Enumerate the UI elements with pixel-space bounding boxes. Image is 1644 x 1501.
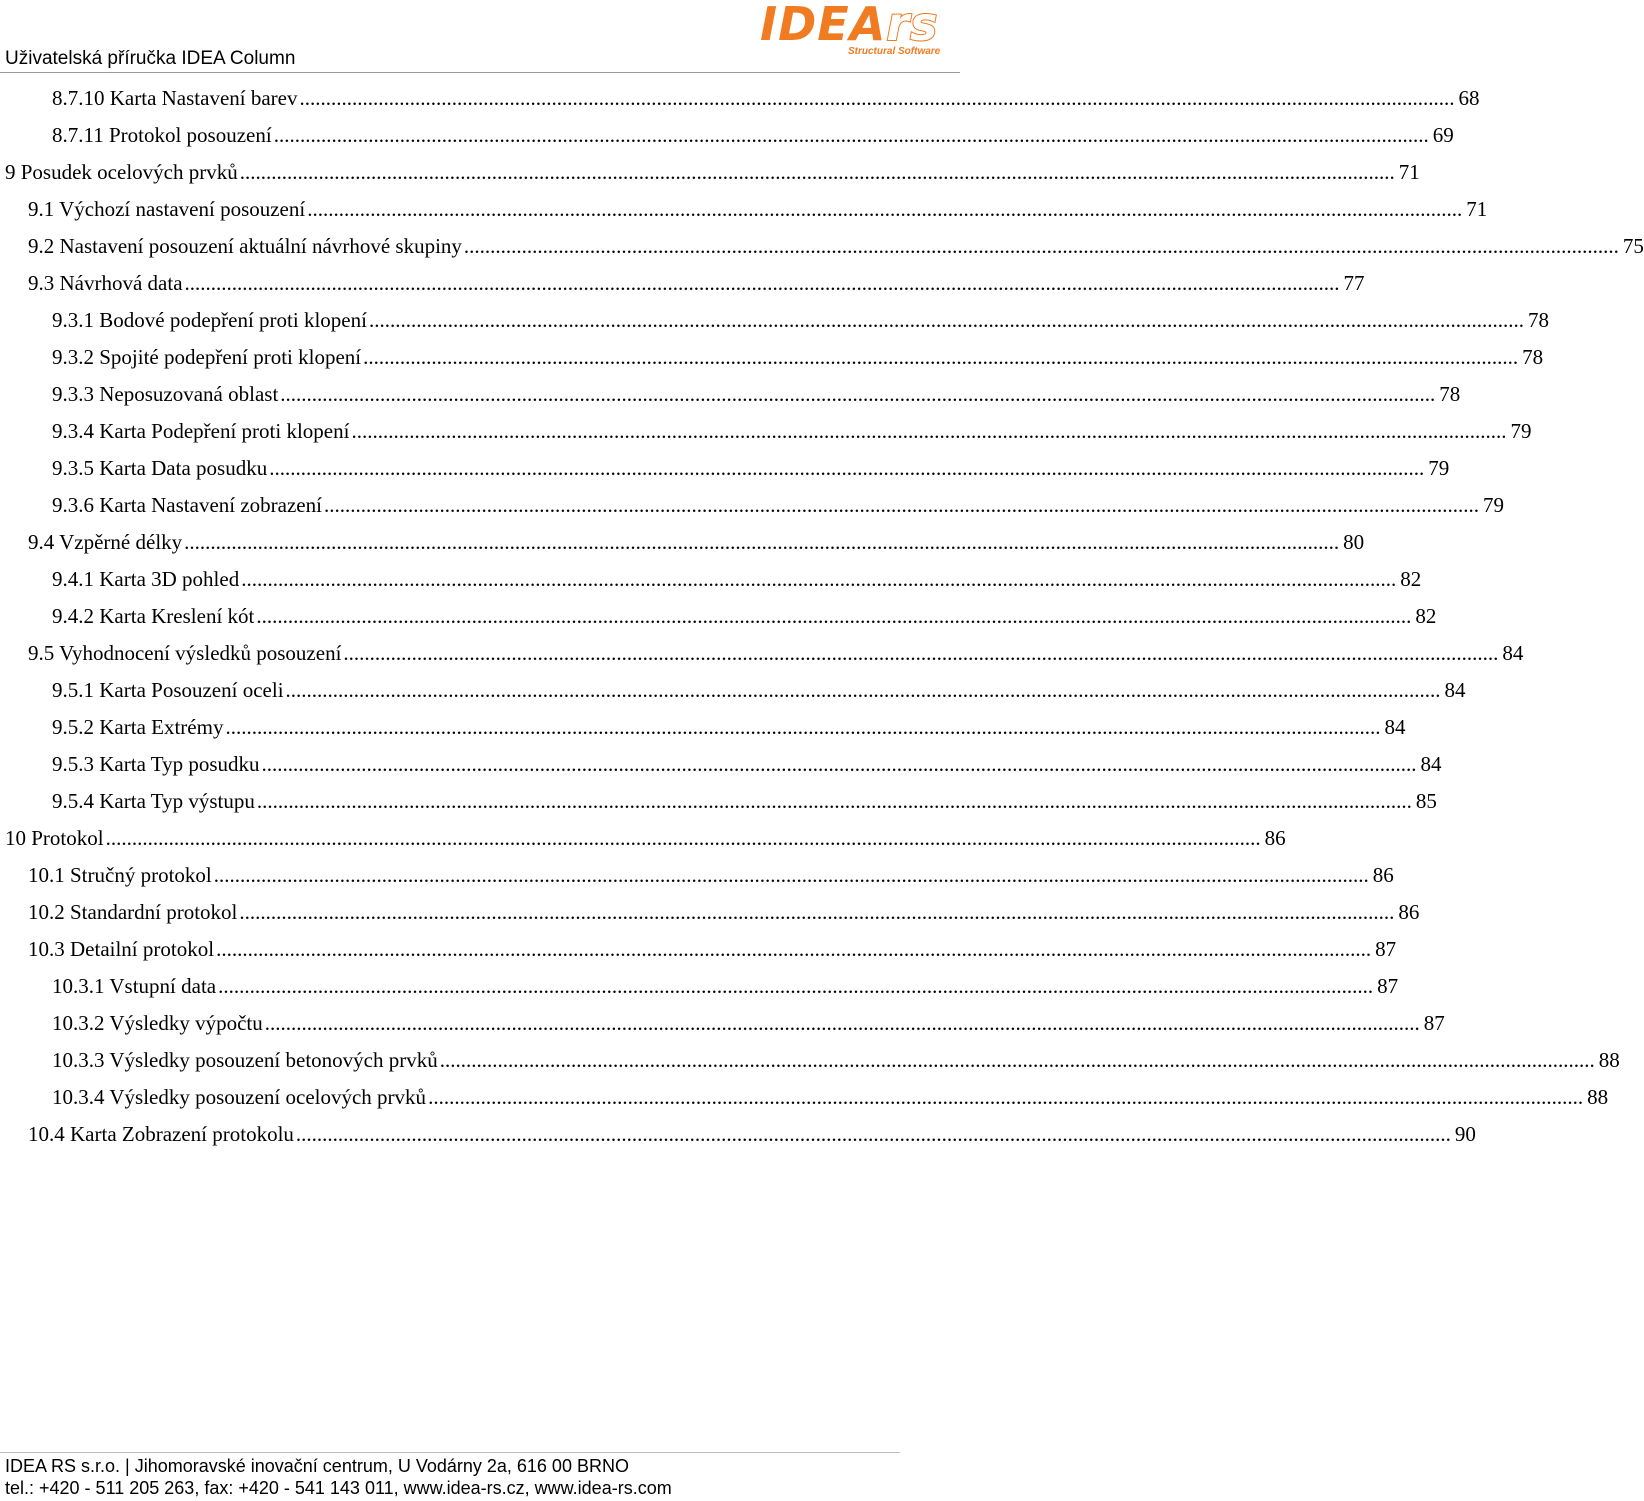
toc-entry-page: 71 — [1398, 160, 1420, 184]
toc-entry-title: 8.7.10 Karta Nastavení barev — [52, 86, 298, 110]
page-header — [0, 0, 960, 75]
toc-entry[interactable] — [52, 598, 1437, 635]
toc-entry-page: 86 — [1264, 826, 1286, 850]
toc-entry-page: 87 — [1423, 1011, 1445, 1035]
toc-entry[interactable] — [52, 1042, 1620, 1079]
toc-entry[interactable] — [28, 191, 1488, 228]
toc-dot-leader: ............................................................................................................................................................................................................................ — [439, 1048, 1595, 1072]
toc-entry-title: 10.3.3 Výsledky posouzení betonových prvků — [52, 1048, 438, 1072]
toc-entry[interactable] — [52, 487, 1504, 524]
toc-dot-leader: ............................................................................................................................................................................................................................ — [213, 863, 1369, 887]
toc-entry-page: 84 — [1384, 715, 1406, 739]
toc-entry-page: 86 — [1372, 863, 1394, 887]
toc-entry-title: 9.5.1 Karta Posouzení oceli — [52, 678, 284, 702]
toc-dot-leader: ............................................................................................................................................................................................................................ — [428, 1085, 1584, 1109]
toc-dot-leader: ............................................................................................................................................................................................................................ — [239, 900, 1395, 924]
toc-dot-leader: ............................................................................................................................................................................................................................ — [225, 715, 1381, 739]
toc-entry[interactable] — [28, 524, 1365, 561]
toc-entry-page: 84 — [1502, 641, 1524, 665]
toc-entry-title: 9.4.2 Karta Kreslení kót — [52, 604, 255, 628]
toc-entry[interactable] — [52, 117, 1454, 154]
toc-entry-title: 10.3.4 Výsledky posouzení ocelových prvků — [52, 1085, 427, 1109]
footer-contacts: tel.: +420 - 511 205 263, fax: +420 - 541 143 011, www.idea-rs.cz, www.idea-rs.com — [5, 1478, 672, 1498]
toc-entry[interactable] — [52, 746, 1442, 783]
toc-entry-title: 10.4 Karta Zobrazení protokolu — [28, 1122, 294, 1146]
toc-dot-leader: ............................................................................................................................................................................................................................ — [184, 530, 1340, 554]
toc-entry[interactable] — [52, 1079, 1609, 1116]
header-divider — [0, 72, 960, 73]
toc-dot-leader: ............................................................................................................................................................................................................................ — [218, 974, 1374, 998]
toc-entry-page: 80 — [1343, 530, 1365, 554]
toc-entry-page: 85 — [1415, 789, 1437, 813]
toc-entry-page: 78 — [1439, 382, 1461, 406]
toc-entry-title: 9.3.4 Karta Podepření proti klopení — [52, 419, 350, 443]
toc-dot-leader: ............................................................................................................................................................................................................................ — [299, 86, 1455, 110]
toc-entry-page: 90 — [1454, 1122, 1476, 1146]
toc-entry[interactable] — [52, 672, 1466, 709]
toc-entry-page: 84 — [1420, 752, 1442, 776]
toc-entry-page: 68 — [1458, 86, 1480, 110]
toc-entry[interactable] — [52, 968, 1399, 1005]
toc-entry[interactable] — [52, 339, 1544, 376]
toc-entry-title: 10.1 Stručný protokol — [28, 863, 212, 887]
toc-entry-page: 78 — [1522, 345, 1544, 369]
toc-entry[interactable] — [28, 265, 1365, 302]
toc-entry-title: 9.3.3 Neposuzovaná oblast — [52, 382, 279, 406]
toc-entry[interactable] — [28, 228, 1644, 265]
toc-entry-page: 79 — [1510, 419, 1532, 443]
toc-entry-title: 9.5 Vyhodnocení výsledků posouzení — [28, 641, 342, 665]
toc-entry-page: 87 — [1377, 974, 1399, 998]
toc-entry-page: 88 — [1598, 1048, 1620, 1072]
logo-suffix-text: rs — [886, 0, 939, 51]
footer-address: IDEA RS s.r.o. | Jihomoravské inovační centrum, U Vodárny 2a, 616 00 BRNO — [5, 1456, 629, 1476]
toc-entry-title: 10.3.1 Vstupní data — [52, 974, 217, 998]
toc-entry[interactable] — [52, 450, 1450, 487]
toc-dot-leader: ............................................................................................................................................................................................................................ — [184, 271, 1340, 295]
toc-entry-title: 9.3 Návrhová data — [28, 271, 183, 295]
toc-entry-page: 75 — [1622, 234, 1644, 258]
toc-entry-page: 78 — [1527, 308, 1549, 332]
toc-entry-title: 9.3.5 Karta Data posudku — [52, 456, 268, 480]
toc-entry[interactable] — [52, 783, 1437, 820]
toc-dot-leader: ............................................................................................................................................................................................................................ — [256, 604, 1412, 628]
toc-entry-title: 9.1 Výchozí nastavení posouzení — [28, 197, 306, 221]
toc-entry[interactable] — [52, 561, 1422, 598]
toc-dot-leader: ............................................................................................................................................................................................................................ — [273, 123, 1429, 147]
toc-entry-title: 9.4.1 Karta 3D pohled — [52, 567, 240, 591]
logo-subtitle: Structural Software — [848, 46, 941, 57]
toc-entry[interactable] — [28, 931, 1397, 968]
toc-dot-leader: ............................................................................................................................................................................................................................ — [105, 826, 1261, 850]
toc-dot-leader: ............................................................................................................................................................................................................................ — [368, 308, 1524, 332]
idea-rs-logo — [760, 0, 958, 64]
toc-entry-page: 79 — [1428, 456, 1450, 480]
toc-entry-title: 9 Posudek ocelových prvků — [5, 160, 238, 184]
toc-entry-page: 71 — [1466, 197, 1488, 221]
toc-entry-title: 9.3.2 Spojité podepření proti klopení — [52, 345, 362, 369]
toc-dot-leader: ............................................................................................................................................................................................................................ — [264, 1011, 1420, 1035]
toc-entry-page: 86 — [1398, 900, 1420, 924]
toc-dot-leader: ............................................................................................................................................................................................................................ — [343, 641, 1499, 665]
toc-entry[interactable] — [28, 857, 1394, 894]
toc-dot-leader: ............................................................................................................................................................................................................................ — [463, 234, 1619, 258]
toc-entry-page: 87 — [1375, 937, 1397, 961]
toc-entry-page: 84 — [1444, 678, 1466, 702]
toc-entry-title: 10.3 Detailní protokol — [28, 937, 215, 961]
toc-dot-leader: ............................................................................................................................................................................................................................ — [241, 567, 1397, 591]
toc-dot-leader: ............................................................................................................................................................................................................................ — [269, 456, 1425, 480]
toc-entry-page: 82 — [1415, 604, 1437, 628]
toc-dot-leader: ............................................................................................................................................................................................................................ — [256, 789, 1412, 813]
toc-dot-leader: ............................................................................................................................................................................................................................ — [285, 678, 1441, 702]
toc-entry[interactable] — [52, 413, 1532, 450]
toc-entry[interactable] — [52, 302, 1549, 339]
toc-dot-leader: ............................................................................................................................................................................................................................ — [323, 493, 1479, 517]
logo-wordmark — [760, 0, 938, 50]
toc-dot-leader: ............................................................................................................................................................................................................................ — [261, 752, 1417, 776]
toc-dot-leader: ............................................................................................................................................................................................................................ — [295, 1122, 1451, 1146]
toc-entry[interactable] — [28, 1116, 1476, 1153]
toc-dot-leader: ............................................................................................................................................................................................................................ — [351, 419, 1507, 443]
logo-main-text: IDEA — [760, 0, 887, 51]
toc-entry-title: 9.5.3 Karta Typ posudku — [52, 752, 260, 776]
toc-entry-page: 79 — [1482, 493, 1504, 517]
toc-entry-title: 10.3.2 Výsledky výpočtu — [52, 1011, 263, 1035]
toc-dot-leader: ............................................................................................................................................................................................................................ — [280, 382, 1436, 406]
toc-entry-page: 77 — [1343, 271, 1365, 295]
toc-dot-leader: ............................................................................................................................................................................................................................ — [216, 937, 1372, 961]
toc-entry-title: 10.2 Standardní protokol — [28, 900, 238, 924]
toc-entry-title: 9.3.1 Bodové podepření proti klopení — [52, 308, 367, 332]
toc-dot-leader: ............................................................................................................................................................................................................................ — [239, 160, 1395, 184]
toc-entry-title: 9.4 Vzpěrné délky — [28, 530, 183, 554]
toc-entry[interactable] — [52, 1005, 1445, 1042]
toc-entry-page: 69 — [1432, 123, 1454, 147]
toc-entry-title: 9.3.6 Karta Nastavení zobrazení — [52, 493, 322, 517]
toc-entry-title: 9.2 Nastavení posouzení aktuální návrhové skupiny — [28, 234, 462, 258]
toc-entry[interactable] — [28, 635, 1524, 672]
toc-entry-page: 82 — [1400, 567, 1422, 591]
footer-divider — [0, 1452, 900, 1453]
toc-entry[interactable] — [28, 894, 1420, 931]
toc-dot-leader: ............................................................................................................................................................................................................................ — [363, 345, 1519, 369]
toc-dot-leader: ............................................................................................................................................................................................................................ — [307, 197, 1463, 221]
toc-entry[interactable] — [52, 80, 1480, 117]
toc-entry[interactable] — [5, 154, 1420, 191]
document-title: Uživatelská příručka IDEA Column — [5, 48, 296, 69]
toc-entry-page: 88 — [1587, 1085, 1609, 1109]
toc-entry-title: 10 Protokol — [5, 826, 104, 850]
toc-entry[interactable] — [52, 376, 1461, 413]
toc-entry-title: 8.7.11 Protokol posouzení — [52, 123, 272, 147]
toc-entry-title: 9.5.4 Karta Typ výstupu — [52, 789, 255, 813]
toc-entry[interactable] — [52, 709, 1406, 746]
toc-entry[interactable] — [5, 820, 1286, 857]
toc-entry-title: 9.5.2 Karta Extrémy — [52, 715, 224, 739]
